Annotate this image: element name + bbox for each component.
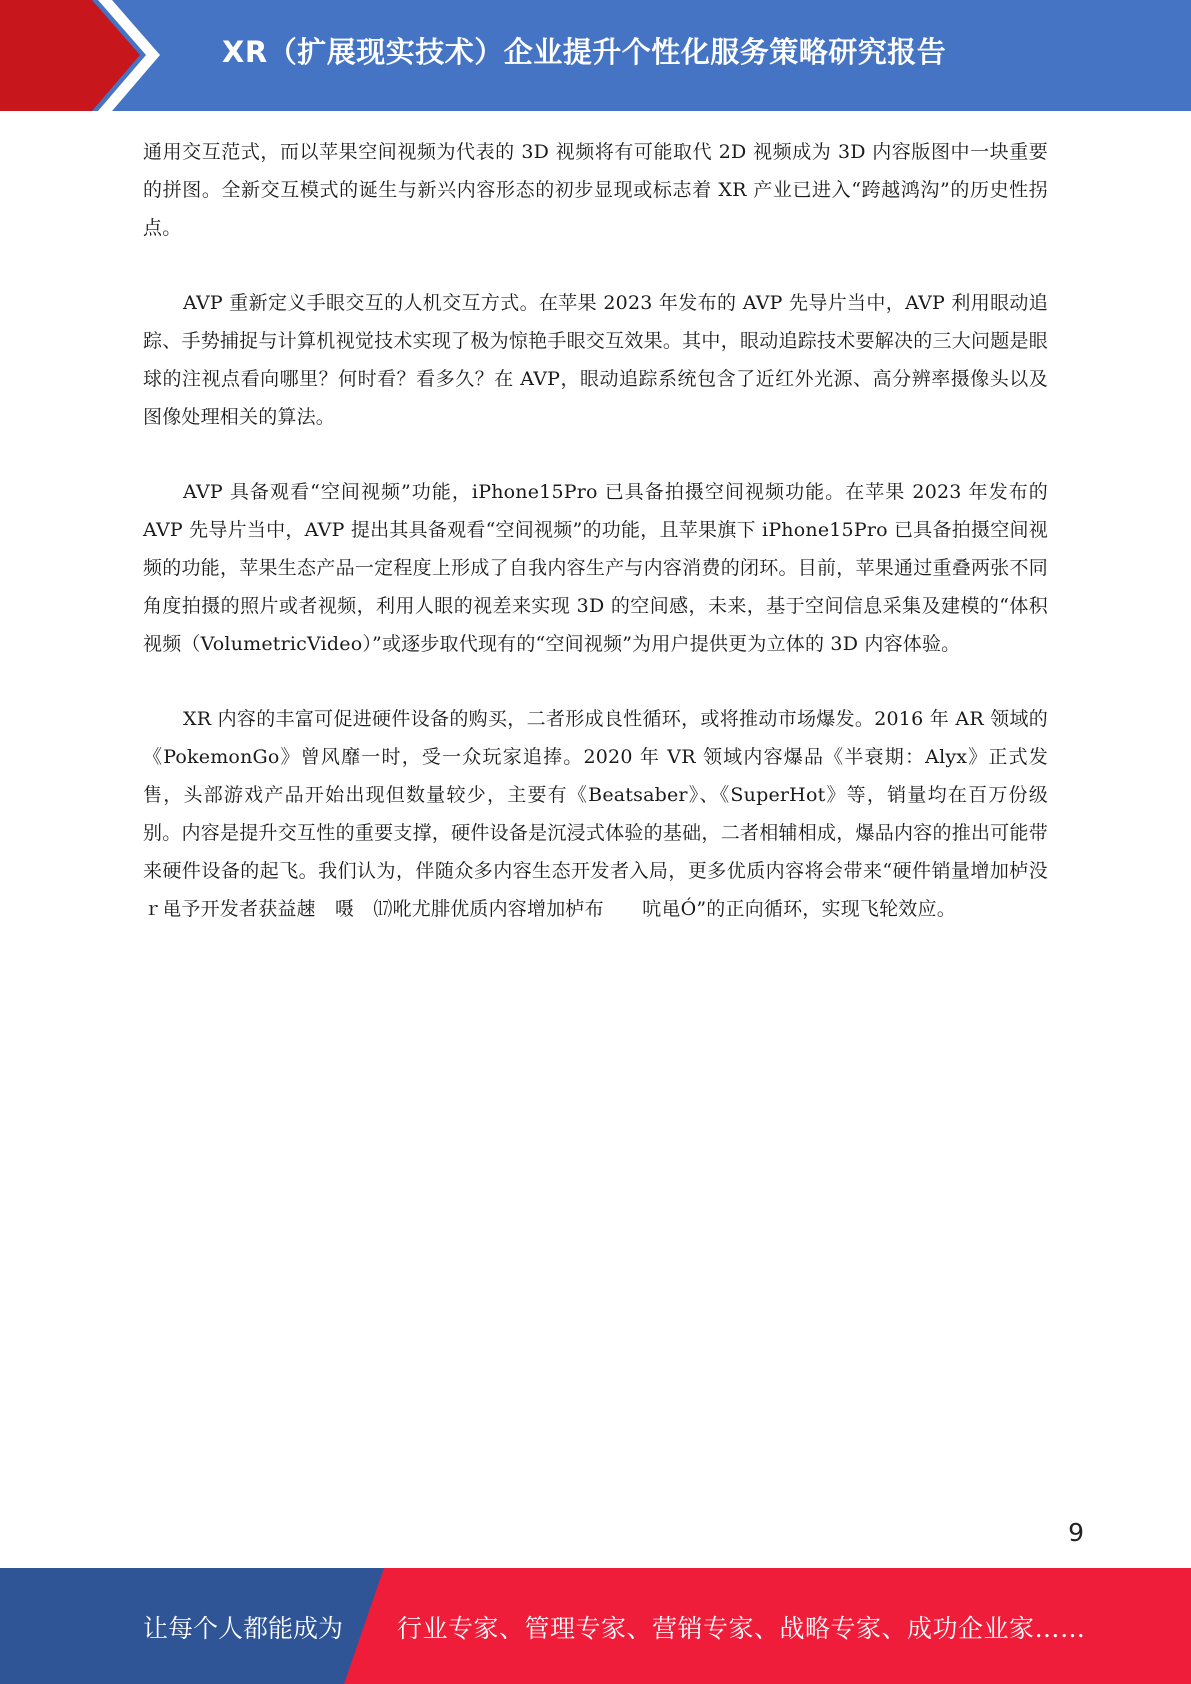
- page-number: 9: [1068, 1518, 1084, 1547]
- footer-slogan-right: 行业专家、管理专家、营销专家、战略专家、成功企业家……: [397, 1614, 1086, 1643]
- footer-slogan-left: 让每个人都能成为: [143, 1614, 344, 1643]
- paragraph-avp-eye-hand-interaction: AVP 重新定义手眼交互的人机交互方式。在苹果 2023 年发布的 AVP 先导片当中，AVP 利用眼动追踪、手势捕捉与计算机视觉技术实现了极为惊艳手眼交互效果。其中，眼动追踪技术要解决的三大问题是眼球的注视点看向哪里？何时看？看多久？在 AVP，眼动追踪系统包含了近红外光源、高分辨率摄像头以及图像处理相关的算法。: [143, 292, 1048, 428]
- paragraph-spatial-video: AVP 具备观看“空间视频”功能，iPhone15Pro 已具备拍摄空间视频功能。在苹果 2023 年发布的 AVP 先导片当中，AVP 提出其具备观看“空间视频”的功能，且苹果旗下 iPhone15Pro 已具备拍摄空间视频的功能，苹果生态产品一定程度上形成了自我内容生产与内容消费的闭环。目前，苹果通过重叠两张不同角度拍摄的照片或者视频，利用人眼的视差来实现 3D 的空间感，未来，基于空间信息采集及建模的“体积视频（VolumetricVideo）”或逐步取代现有的“空间视频”为用户提供更为立体的 3D 内容体验。: [143, 481, 1048, 655]
- page-footer: [0, 1568, 1191, 1684]
- paragraph-continuation: 通用交互范式，而以苹果空间视频为代表的 3D 视频将有可能取代 2D 视频成为 3D 内容版图中一块重要的拼图。全新交互模式的诞生与新兴内容形态的初步显现或标志着 XR 产业已进入“跨越鸿沟”的历史性拐点。: [143, 141, 1048, 239]
- page-header: [0, 0, 1191, 111]
- paragraph-xr-content-hardware-cycle: XR 内容的丰富可促进硬件设备的购买，二者形成良性循环，或将推动市场爆发。2016 年 AR 领域的《PokemonGo》曾风靡一时，受一众玩家追捧。2020 年 VR 领域内容爆品《半衰期：Alyx》正式发售，头部游戏产品开始出现但数量较少，主要有《Beatsaber》、《SuperHot》等，销量均在百万份级别。内容是提升交互性的重要支撑，硬件设备是沉浸式体验的基础，二者相辅相成，爆品内容的推出可能带来硬件设备的起飞。我们认为，伴随众多内容生态开发者入局，更多优质内容将会带来“硬件销量增加栌没ｒ黾予开发者获益趚 嗫 ⒄吪尤腓优质内容增加栌布 吭黾Ó”的正向循环，实现飞轮效应。: [143, 708, 1048, 920]
- document-body: [143, 133, 1048, 965]
- document-title: XR（扩展现实技术）企业提升个性化服务策略研究报告: [222, 35, 947, 69]
